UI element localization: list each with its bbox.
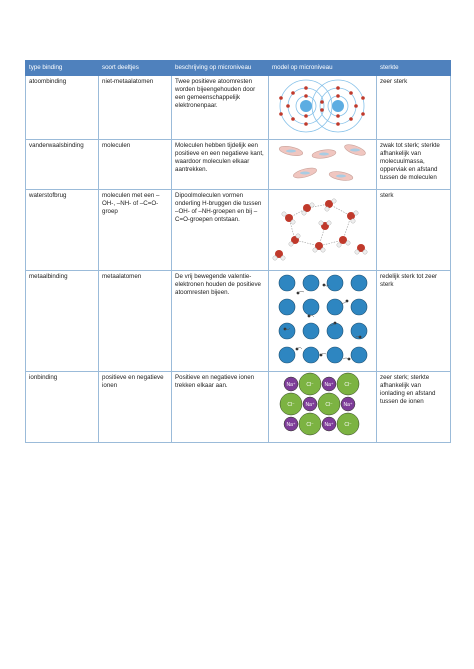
chloride-ion-label: Cl⁻ (344, 382, 352, 388)
cell-description: Moleculen hebben tijdelijk een positieve en een negatieve kant, waardoor moleculen elkaar aantrekken. (172, 140, 269, 190)
cell-particles: positieve en negatieve ionen (99, 372, 172, 443)
cell-strength: sterk (377, 190, 451, 271)
sodium-ion-label: Na⁺ (343, 402, 353, 408)
cell-type: ionbinding (26, 372, 99, 443)
van-der-waals-model-icon (269, 140, 375, 187)
cell-particles: moleculen met een –OH-, –NH- of –C=O-groep (99, 190, 172, 271)
header-model: model op microniveau (269, 61, 377, 76)
cell-strength: zeer sterk (377, 76, 451, 140)
cell-description: Twee positieve atoomresten worden bijeengehouden door een gemeenschappelijk elektronenpaar. (172, 76, 269, 140)
cell-description: Dipoolmoleculen vormen onderling H-bruggen die tussen –OH- of –NH-groepen en bij –C=O-groepen ontstaan. (172, 190, 269, 271)
cell-strength: redelijk sterk tot zeer sterk (377, 271, 451, 372)
metal-atom (303, 299, 319, 315)
metal-atom (351, 299, 367, 315)
cell-model (269, 271, 377, 372)
sodium-ion-label: Na⁺ (286, 422, 296, 428)
sodium-ion-label: Na⁺ (286, 382, 296, 388)
cell-type: vanderwaalsbinding (26, 140, 99, 190)
table-row (26, 372, 451, 443)
cell-description: Positieve en negatieve ionen trekken elkaar aan. (172, 372, 269, 443)
metal-atom (303, 347, 319, 363)
header-type-binding: type binding (26, 61, 99, 76)
metal-atom (351, 275, 367, 291)
cell-type: waterstofbrug (26, 190, 99, 271)
chloride-ion-label: Cl⁻ (306, 382, 314, 388)
sodium-ion-label: Na⁺ (305, 402, 315, 408)
chloride-ion-label: Cl⁻ (325, 402, 333, 408)
metal-atom (303, 323, 319, 339)
metal-atom (279, 347, 295, 363)
ionic-lattice-model-icon (269, 372, 375, 440)
cell-type: atoombinding (26, 76, 99, 140)
metal-atom (279, 323, 295, 339)
metal-atom (327, 323, 343, 339)
cell-model (269, 372, 377, 443)
cell-strength: zeer sterk; sterkte afhankelijk van ionlading en afstand tussen de ionen (377, 372, 451, 443)
metallic-bond-model-icon (269, 271, 375, 369)
metal-atom (327, 275, 343, 291)
metal-atom (327, 299, 343, 315)
header-beschrijving: beschrijving op microniveau (172, 61, 269, 76)
cell-strength: zwak tot sterk; sterkte afhankelijk van molecuulmassa, opperviak en afstand tussen de moleculen (377, 140, 451, 190)
sodium-ion-label: Na⁺ (324, 382, 334, 388)
cell-particles: moleculen (99, 140, 172, 190)
cell-model (269, 76, 377, 140)
table-row (26, 140, 451, 190)
cell-description: De vrij bewegende valentie-elektronen houden de positieve atoomresten bijeen. (172, 271, 269, 372)
metal-atom (351, 347, 367, 363)
cell-model (269, 140, 377, 190)
metal-atom (327, 347, 343, 363)
binding-types-table (25, 60, 451, 443)
table-row (26, 271, 451, 372)
metal-atom (279, 275, 295, 291)
chloride-ion-label: Cl⁻ (306, 422, 314, 428)
table-header-row (26, 61, 451, 76)
cell-particles: niet-metaalatomen (99, 76, 172, 140)
covalent-bond-model-icon (269, 76, 375, 137)
cell-particles: metaalatomen (99, 271, 172, 372)
cell-model (269, 190, 377, 271)
chloride-ion-label: Cl⁻ (287, 402, 295, 408)
hydrogen-bond-model-icon (269, 190, 375, 268)
metal-atom (279, 299, 295, 315)
header-soort-deeltjes: soort deeltjes (99, 61, 172, 76)
sodium-ion-label: Na⁺ (324, 422, 334, 428)
chloride-ion-label: Cl⁻ (344, 422, 352, 428)
cell-type: metaalbinding (26, 271, 99, 372)
metal-atom (303, 275, 319, 291)
table-row (26, 76, 451, 140)
table-row (26, 190, 451, 271)
header-sterkte: sterkte (377, 61, 451, 76)
